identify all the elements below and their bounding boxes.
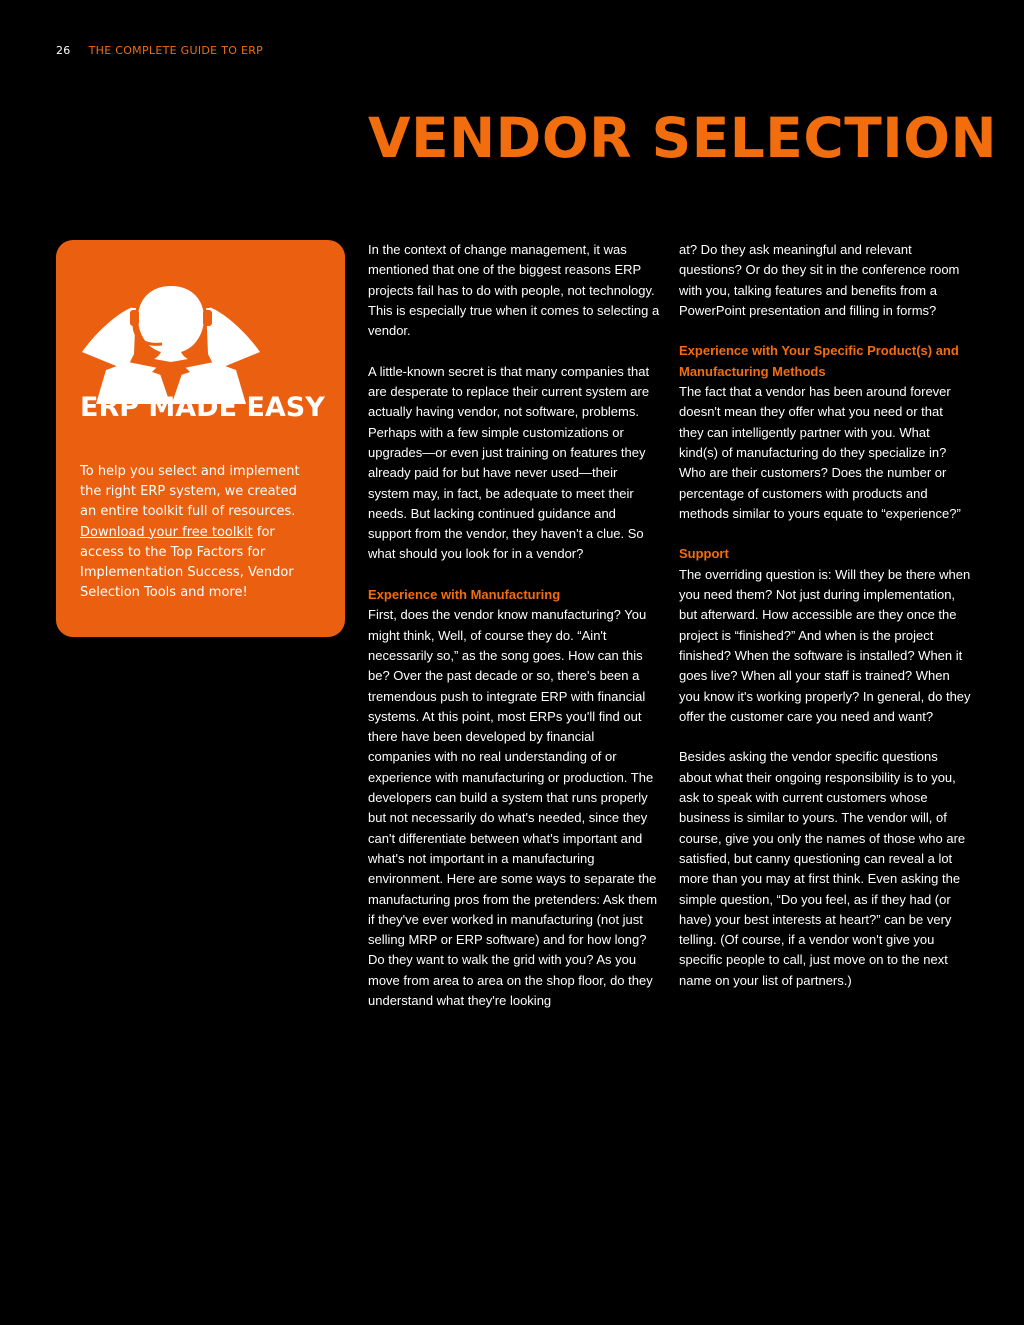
article-paragraph: The overriding question is: Will they be there when you need them? Not just during implementation, but afterward. How accessible are they once the project is “finished?” And when is the project finished? When the software is installed? When it goes live? When all your staff is trained? When you know it's working properly? In general, do they offer the customer care you need and want?: [679, 566, 971, 724]
article-paragraph: First, does the vendor know manufacturing? You might think, Well, of course they do. “Ain't necessarily so,” as the song goes. How can this be? Over the past decade or so, there's been a tremendous push to integrate ERP with financial systems. At this point, most ERPs you'll find out there have been developed by financial companies with no real understanding of or experience with manufacturing or production. The developers can build a system that runs properly but not necessarily do what's needed, since they can't differentiate between what's important and what's not important in a manufacturing environment. Here are some ways to separate the manufacturing pros from the pretenders: Ask them if they've ever worked in manufacturing (not just selling MRP or ERP software) and for how long? Do they want to walk the grid with you? As you move from area to area on the shop floor, do they understand what they're looking: [368, 607, 658, 1008]
article-paragraph: A little-known secret is that many companies that are desperate to replace their current system are actually having vendor, not software, problems. Perhaps with a few simple customizations or upgrades—or even just training on features they already paid for but have never used—their system may, in fact, be adequate to meet their needs. But lacking continued guidance and support from the vendor, they haven't a clue. So what should you look for in a vendor?: [368, 363, 650, 562]
guide-title: THE COMPLETE GUIDE TO ERP: [88, 44, 264, 57]
person-headset-icon: [76, 278, 266, 410]
download-toolkit-link[interactable]: Download your free toolkit: [80, 524, 253, 540]
article-paragraph: The fact that a vendor has been around forever doesn't mean they offer what you need or that they can intelligently partner with you. What kind(s) of manufacturing do they specialize in? Who are their customers? Does the number or percentage of customers with products and methods similar to yours equate to “experience?”: [679, 384, 961, 521]
article-paragraph: In the context of change management, it was mentioned that one of the biggest reasons ERP projects fail has to do with people, not technology. This is especially true when it comes to selecting a vendor.: [368, 242, 660, 339]
promo-box: [56, 240, 345, 637]
section-heading: Support: [679, 546, 729, 562]
page-number: 26: [56, 44, 71, 57]
promo-title: ERP MADE EASY: [80, 392, 325, 423]
article-paragraph: at? Do they ask meaningful and relevant questions? Or do they sit in the conference room with you, talking features and benefits from a PowerPoint presentation and filling in forms?: [679, 242, 960, 318]
article-column-1: [368, 240, 660, 1032]
section-heading: Experience with Manufacturing: [368, 587, 561, 603]
promo-text: To help you select and implement the right ERP system, we created an entire toolkit full of resources. Download your free toolkit for access to the Top Factors for Implementation Success, Vendor Selection Tools and more!: [80, 464, 300, 601]
article-column-2: [679, 240, 971, 1011]
page-title: VENDOR SELECTION: [368, 106, 998, 170]
article-paragraph: Besides asking the vendor specific questions about what their ongoing responsibility is to you, ask to speak with current customers whose business is similar to yours. The vendor will, of course, give you only the names of those who are satisfied, but canny questioning can reveal a lot more than you may at first think. Even asking the simple question, “Do you feel, as if they had (or have) your best interests at heart?” can be very telling. (Of course, if a vendor won't give you specific people to call, just move on to the next name on your list of partners.): [679, 749, 966, 988]
running-header: [56, 44, 263, 57]
section-heading: Experience with Your Specific Product(s) and Manufacturing Methods: [679, 343, 959, 379]
